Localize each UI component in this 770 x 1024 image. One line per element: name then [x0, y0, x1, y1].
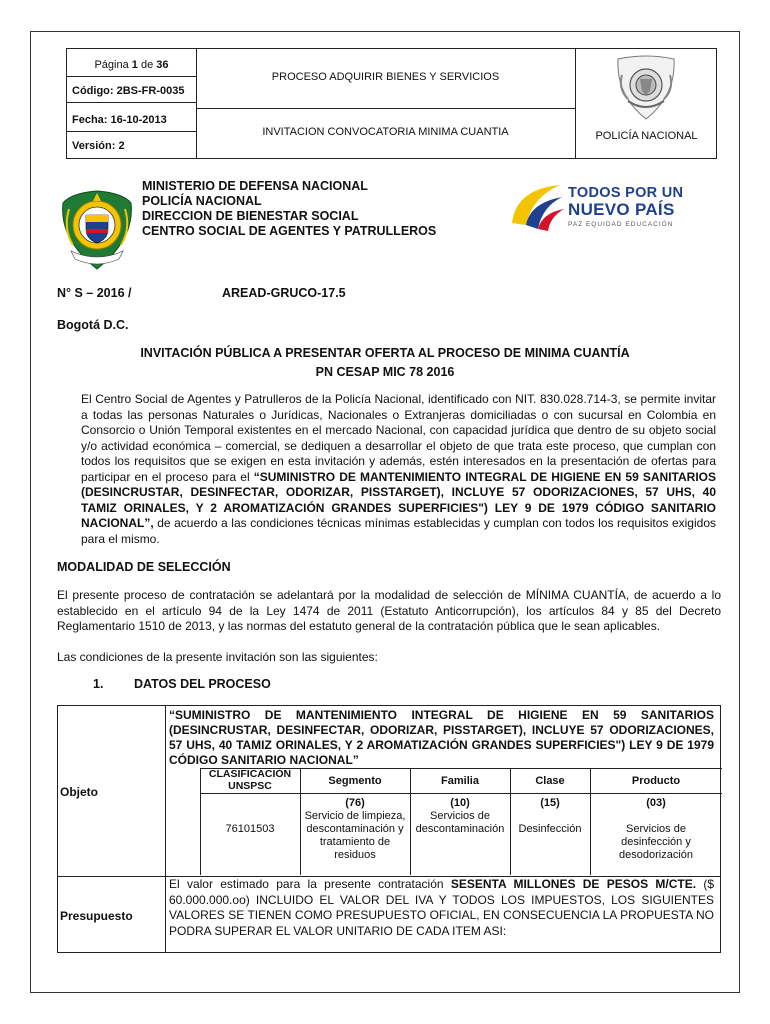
header-table: [66, 48, 717, 159]
producto-value: Servicios de desinfección y desodorización: [619, 823, 693, 861]
reference-number: N° S – 2016 /: [57, 286, 132, 300]
unspsc-table: [200, 768, 722, 875]
colombia-flag-swoosh-icon: [508, 183, 566, 233]
section-title: DATOS DEL PROCESO: [134, 677, 271, 691]
reference-code: AREAD-GRUCO-17.5: [222, 286, 346, 300]
modalidad-heading: MODALIDAD DE SELECCIÓN: [57, 560, 231, 574]
segmento-value: Servicio de limpieza, descontaminación y tratamiento de residuos: [304, 810, 406, 861]
segmento-code: (76): [345, 797, 365, 809]
header-segmento: Segmento: [328, 775, 382, 787]
header-familia: Familia: [441, 775, 479, 787]
presupuesto-text: El valor estimado para la presente contratación SESENTA MILLONES DE PESOS M/CTE. ($ 60.000.000.oo) INCLUIDO EL VALOR DEL IVA Y TODOS LOS IMPUESTOS, LOS SIGUIENTES VALORES SE TIENEN COMO PRESUPUESTO OFICIAL, EN CONSECUENCIA LA PROPUESTA NO PODRA SUPERAR EL VALOR UNITARIO DE CADA ITEM ASI:: [169, 877, 714, 938]
page-counter: Página 1 de 36: [94, 59, 169, 71]
org-line-1: MINISTERIO DE DEFENSA NACIONAL: [142, 179, 368, 193]
slogan-line-2: NUEVO PAÍS: [568, 200, 675, 219]
familia-code: (10): [450, 797, 470, 809]
slogan-line-3: PAZ EQUIDAD EDUCACIÓN: [568, 221, 674, 228]
segmento-cell: [300, 797, 410, 862]
institution-name: POLICÍA NACIONAL: [595, 130, 698, 142]
invitation-title: INVITACIÓN PÚBLICA A PRESENTAR OFERTA AL PROCESO DE MINIMA CUANTÍA: [140, 346, 630, 360]
clase-value: Desinfección: [518, 823, 582, 835]
clase-code: (15): [540, 797, 560, 809]
presupuesto-label: Presupuesto: [60, 909, 133, 923]
producto-code: (03): [646, 797, 666, 809]
header-producto: Producto: [631, 775, 681, 787]
org-line-3: DIRECCION DE BIENESTAR SOCIAL: [142, 209, 359, 223]
section-number: 1.: [93, 677, 104, 691]
document-version: Versión: 2: [72, 140, 125, 152]
intro-paragraph: El Centro Social de Agentes y Patrulleros de la Policía Nacional, identificado con NIT. 830.028.714-3, se permite invitar a todas las personas Naturales o Jurídicas, Nacionales o Extranjeras domiciliadas o con sucursal en Colombia en Consorcio o Unión Temporal existentes en el mercado Nacional, con capacidad jurídica que dentro de su objeto social y/o actividad económica – comercial, se dediquen a desarrollar el objeto de que trata este proceso, que cumplan con todos los requisitos que se exigen en esta invitación y además, estén interesados en la presentación de ofertas para participar en el proceso para el “SUMINISTRO DE MANTENIMIENTO INTEGRAL DE HIGIENE EN 59 SANITARIOS (DESINCRUSTAR, DESINFECTAR, ODORIZAR, PISSTARGET), INCLUYE 57 ODORIZACIONES, 57 UHS, 40 TAMIZ ORINALES, Y 2 AROMATIZACIÓN GRANDES SUPERFICIES") LEY 9 DE 1979 CÓDIGO SANITARIO NACIONAL”, de acuerdo a las condiciones técnicas mínimas establecidas y cumplan con todos los requisitos exigidos para el mismo.: [81, 392, 716, 546]
org-line-2: POLICÍA NACIONAL: [142, 194, 262, 208]
objeto-text: “SUMINISTRO DE MANTENIMIENTO INTEGRAL DE HIGIENE EN 59 SANITARIOS (DESINCRUSTAR, DESINFECTAR, ODORIZAR, PISSTARGET), INCLUYE 57 ODORIZACIONES, 57 UHS, 40 TAMIZ ORINALES, Y 2 AROMATIZACIÓN GRANDES SUPERFICIES") LEY 9 DE 1979 CÓDIGO SANITARIO NACIONAL”: [169, 708, 714, 767]
slogan-logo: [508, 181, 708, 235]
document-code: Código: 2BS-FR-0035: [72, 85, 185, 97]
clase-cell: [510, 797, 590, 836]
unspsc-value: 76101503: [225, 823, 275, 835]
conditions-intro: Las condiciones de la presente invitación son las siguientes:: [57, 650, 378, 664]
org-line-4: CENTRO SOCIAL DE AGENTES Y PATRULLEROS: [142, 224, 437, 238]
familia-value: Servicios de descontaminación: [415, 810, 505, 835]
invitation-type: INVITACION CONVOCATORIA MINIMA CUANTIA: [262, 126, 509, 138]
modalidad-paragraph: El presente proceso de contratación se adelantará por la modalidad de selección de MÍNIMA CUANTÍA, de acuerdo a lo establecido en el artículo 94 de la Ley 1474 de 2011 (Estatuto Anticorrupción), los artículos 84 y 85 del Decreto Reglamentario 1510 de 2013, y las normas del estatuto general de la contratación pública que le sean aplicables.: [57, 588, 721, 633]
producto-cell: [600, 797, 712, 862]
process-name: PROCESO ADQUIRIR BIENES Y SERVICIOS: [271, 71, 500, 83]
police-shield-small-icon: [610, 55, 682, 123]
document-date: Fecha: 16-10-2013: [72, 114, 167, 126]
header-unspsc: CLASIFICACIÓN UNSPSC: [208, 768, 292, 792]
organization-block: [142, 179, 436, 239]
familia-cell: [414, 797, 506, 836]
objeto-label: Objeto: [60, 785, 98, 799]
invitation-subtitle: PN CESAP MIC 78 2016: [315, 365, 455, 379]
police-shield-logo: [57, 189, 137, 271]
city: Bogotá D.C.: [57, 318, 129, 332]
header-clase: Clase: [535, 775, 565, 787]
slogan-line-1: TODOS POR UN: [568, 185, 684, 201]
